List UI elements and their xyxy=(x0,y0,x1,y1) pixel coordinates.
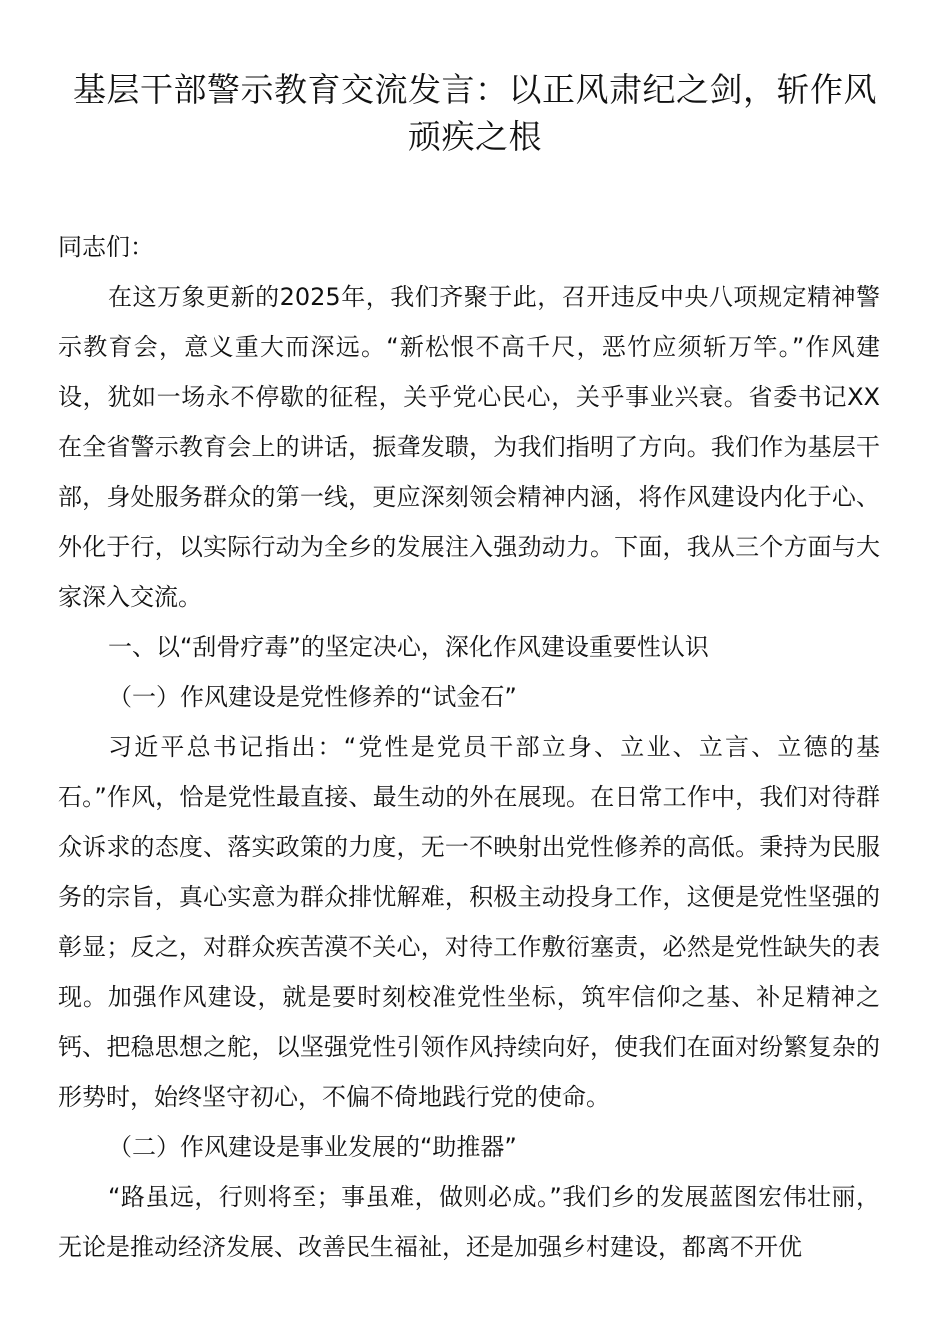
document-title: 基层干部警示教育交流发言：以正风肃纪之剑，斩作风顽疾之根 xyxy=(73,70,877,156)
salutation: 同志们： xyxy=(58,233,154,261)
intro-paragraph: 在这万象更新的2025年，我们齐聚于此，召开违反中央八项规定精神警示教育会，意义重大而深远。“新松恨不高千尺，恶竹应须斩万竿。”作风建设，犹如一场永不停歇的征程，关乎党心民心，关乎事业兴衰。省委书记XX在全省警示教育会上的讲话，振聋发聩，为我们指明了方向。我们作为基层干部，身处服务群众的第一线，更应深刻领会精神内涵，将作风建设内化于心、外化于行，以实际行动为全乡的发展注入强劲动力。下面，我从三个方面与大家深入交流。 xyxy=(58,283,880,611)
body-paragraph-2: “路虽远，行则将至；事虽难，做则必成。”我们乡的发展蓝图宏伟壮丽，无论是推动经济发展、改善民生福祉，还是加强乡村建设，都离不开优 xyxy=(58,1183,880,1261)
subsection-heading-2: （二）作风建设是事业发展的“助推器” xyxy=(108,1133,517,1161)
subsection-heading-1: （一）作风建设是党性修养的“试金石” xyxy=(108,683,517,711)
document-body xyxy=(58,222,880,1272)
body-paragraph-1: 习近平总书记指出：“党性是党员干部立身、立业、立言、立德的基石。”作风，恰是党性最直接、最生动的外在展现。在日常工作中，我们对待群众诉求的态度、落实政策的力度，无一不映射出党性修养的高低。秉持为民服务的宗旨，真心实意为群众排忧解难，积极主动投身工作，这便是党性坚强的彰显；反之，对群众疾苦漠不关心，对待工作敷衍塞责，必然是党性缺失的表现。加强作风建设，就是要时刻校准党性坐标，筑牢信仰之基、补足精神之钙、把稳思想之舵，以坚强党性引领作风持续向好，使我们在面对纷繁复杂的形势时，始终坚守初心，不偏不倚地践行党的使命。 xyxy=(58,733,880,1111)
section-heading-1: 一、以“刮骨疗毒”的坚定决心，深化作风建设重要性认识 xyxy=(108,633,709,661)
